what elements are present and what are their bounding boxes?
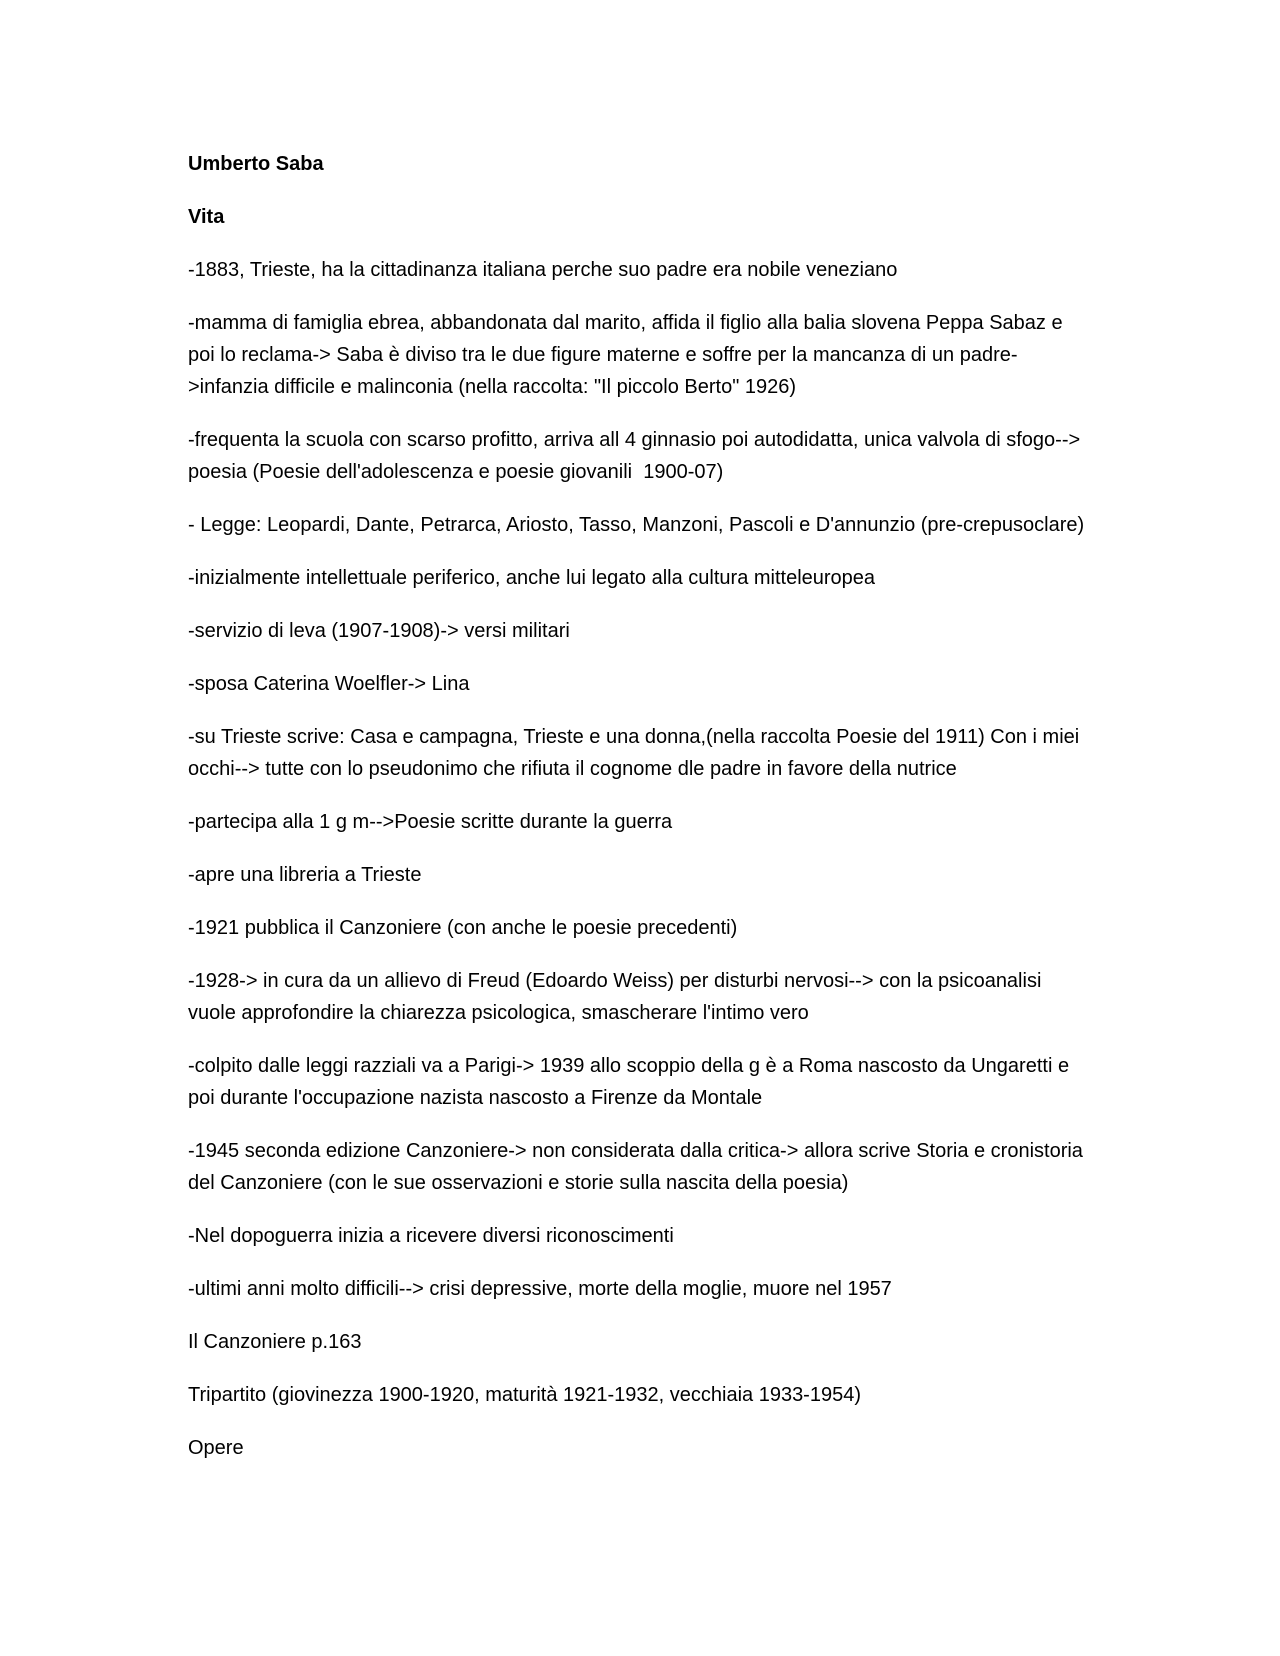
paragraph-opere: Opere bbox=[188, 1437, 244, 1459]
paragraph: -1945 seconda edizione Canzoniere-> non considerata dalla critica-> allora scrive Storia e cronistoria del Canzoniere (con le sue osservazioni e storie sulla nascita della poesia) bbox=[188, 1140, 1089, 1194]
paragraph: - Legge: Leopardi, Dante, Petrarca, Ariosto, Tasso, Manzoni, Pascoli e D'annunzio (pre-crepusoclare) bbox=[188, 514, 1085, 536]
paragraph: -servizio di leva (1907-1908)-> versi militari bbox=[188, 620, 570, 642]
paragraph-tripartito: Tripartito (giovinezza 1900-1920, maturità 1921-1932, vecchiaia 1933-1954) bbox=[188, 1384, 861, 1406]
paragraph: -su Trieste scrive: Casa e campagna, Trieste e una donna,(nella raccolta Poesie del 1911) Con i miei occhi--> tutte con lo pseudonimo che rifiuta il cognome dle padre in favore della nutrice bbox=[188, 726, 1085, 780]
paragraph: -1921 pubblica il Canzoniere (con anche le poesie precedenti) bbox=[188, 917, 738, 939]
section-heading-vita: Vita bbox=[188, 206, 225, 228]
document-title: Umberto Saba bbox=[188, 153, 324, 175]
paragraph: -1883, Trieste, ha la cittadinanza italiana perche suo padre era nobile veneziano bbox=[188, 259, 898, 281]
paragraph: -colpito dalle leggi razziali va a Parigi-> 1939 allo scoppio della g è a Roma nascosto da Ungaretti e poi durante l'occupazione nazista nascosto a Firenze da Montale bbox=[188, 1055, 1075, 1109]
paragraph: -partecipa alla 1 g m-->Poesie scritte durante la guerra bbox=[188, 811, 673, 833]
paragraph: -apre una libreria a Trieste bbox=[188, 864, 422, 886]
paragraph: -ultimi anni molto difficili--> crisi depressive, morte della moglie, muore nel 1957 bbox=[188, 1278, 892, 1300]
paragraph: -frequenta la scuola con scarso profitto, arriva all 4 ginnasio poi autodidatta, unica valvola di sfogo--> poesia (Poesie dell'adolescenza e poesie giovanili 1900-07) bbox=[188, 429, 1086, 483]
paragraph: -mamma di famiglia ebrea, abbandonata dal marito, affida il figlio alla balia slovena Peppa Sabaz e poi lo reclama-> Saba è diviso tra le due figure materne e soffre per la mancanza di un padre->infanzia difficile e malinconia (nella raccolta: "Il piccolo Berto" 1926) bbox=[188, 312, 1069, 398]
paragraph: -1928-> in cura da un allievo di Freud (Edoardo Weiss) per disturbi nervosi--> con la psicoanalisi vuole approfondire la chiarezza psicologica, smascherare l'intimo vero bbox=[188, 970, 1047, 1024]
paragraph: -Nel dopoguerra inizia a ricevere diversi riconoscimenti bbox=[188, 1225, 674, 1247]
paragraph: -inizialmente intellettuale periferico, anche lui legato alla cultura mitteleuropea bbox=[188, 567, 876, 589]
paragraph: -sposa Caterina Woelfler-> Lina bbox=[188, 673, 470, 695]
paragraph-canzoniere: Il Canzoniere p.163 bbox=[188, 1331, 362, 1353]
document-page bbox=[188, 148, 1088, 1485]
